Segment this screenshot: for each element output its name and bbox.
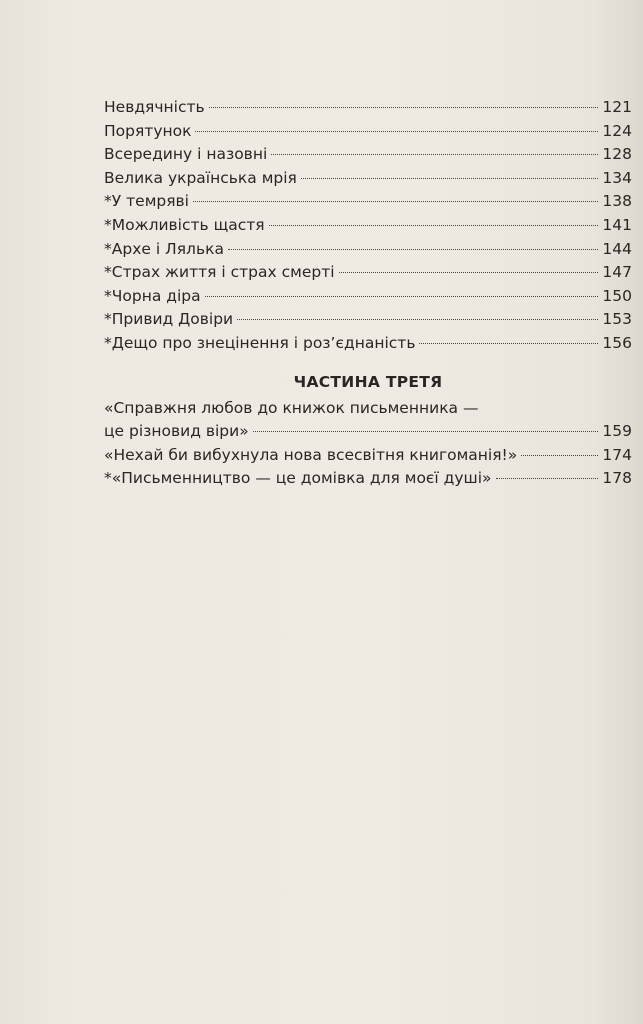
toc-entry-title-cont: це різновид віри» <box>104 422 249 441</box>
dot-leader <box>205 296 599 297</box>
toc-entry <box>104 420 632 444</box>
toc-entry-title: Велика українська мрія <box>104 168 297 187</box>
toc-entry-title: *Страх життя і страх смерті <box>104 263 335 282</box>
toc-entry-page: 147 <box>602 263 632 282</box>
dot-leader <box>269 225 599 226</box>
toc-entry-page: 121 <box>602 98 632 116</box>
toc-entry-page: 144 <box>602 239 632 258</box>
toc-entry-title: *Можливість щастя <box>104 215 265 234</box>
toc-entry <box>104 308 632 332</box>
toc-entry <box>104 332 632 356</box>
toc-entry-page: 159 <box>602 422 632 441</box>
table-of-contents <box>104 96 632 491</box>
toc-entry-title: *Дещо про знецінення і роз’єднаність <box>104 333 416 352</box>
section-heading: ЧАСТИНА ТРЕТЯ <box>293 372 443 391</box>
toc-entry-page: 124 <box>602 121 632 140</box>
toc-entry-page: 128 <box>602 145 632 164</box>
toc-entry-title: *Чорна діра <box>104 286 201 305</box>
toc-entry <box>104 467 632 491</box>
toc-entry-page: 150 <box>602 286 632 305</box>
dot-leader <box>237 319 598 320</box>
toc-entry-line-1 <box>104 397 632 421</box>
toc-entry <box>104 167 632 191</box>
toc-entry-title: Порятунок <box>104 121 192 140</box>
toc-entry-title: Невдячність <box>104 98 205 116</box>
toc-entry <box>104 143 632 167</box>
dot-leader <box>496 478 599 479</box>
toc-entry-title: Всередину і назовні <box>104 145 268 164</box>
dot-leader <box>301 178 599 179</box>
dot-leader <box>193 201 598 202</box>
toc-entry <box>104 238 632 262</box>
toc-entry-title: «Справжня любов до книжок письменника — <box>104 398 479 417</box>
toc-entry <box>104 261 632 285</box>
toc-entry-page: 178 <box>602 469 632 488</box>
toc-entry <box>104 190 632 214</box>
dot-leader <box>195 131 598 132</box>
toc-entry-page: 141 <box>602 215 632 234</box>
dot-leader <box>271 154 598 155</box>
toc-entry-page: 156 <box>602 333 632 352</box>
dot-leader <box>521 455 598 456</box>
toc-entry <box>104 214 632 238</box>
dot-leader <box>253 431 599 432</box>
dot-leader <box>228 249 598 250</box>
toc-entry-page: 138 <box>602 192 632 211</box>
dot-leader <box>419 343 598 344</box>
toc-entry-title: *Привид Довіри <box>104 310 234 329</box>
toc-entry-title: *«Письменництво — це домівка для моєї душі» <box>104 469 492 488</box>
toc-entry-page: 153 <box>602 310 632 329</box>
toc-entry <box>104 444 632 468</box>
toc-entry-title: «Нехай би вибухнула нова всесвітня книгоманія!» <box>104 445 518 464</box>
toc-entry-page: 174 <box>602 445 632 464</box>
dot-leader <box>339 272 599 273</box>
toc-entry <box>104 96 632 120</box>
toc-entry-title: *У темряві <box>104 192 189 211</box>
toc-entry-title: *Архе і Лялька <box>104 239 224 258</box>
toc-entry <box>104 120 632 144</box>
toc-entry-page: 134 <box>602 168 632 187</box>
dot-leader <box>209 107 599 108</box>
toc-entry <box>104 285 632 309</box>
